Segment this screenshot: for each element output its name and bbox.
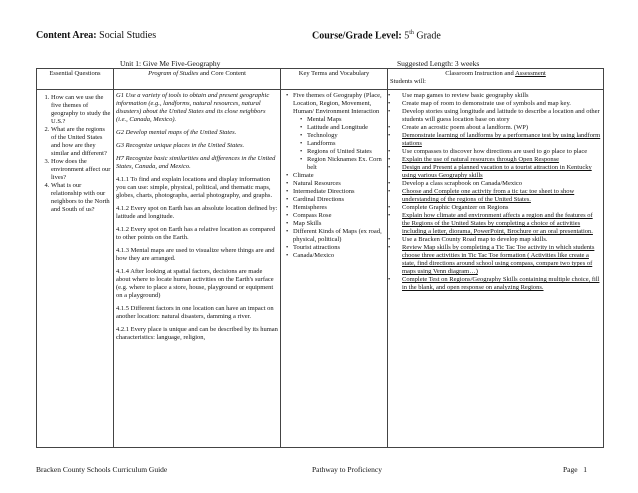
essential-question: 3. How does the environment affect our lives? [51,158,111,182]
grade-superscript: th [409,30,414,36]
classroom-item-text: Complete Graphic Organizer on Regions [402,204,509,211]
classroom-item-text: Demonstrate learning of landforms by a performance test by using landform stations [402,132,601,147]
classroom-item-text: Choose and Complete one activity from a tic tac toe sheet to show understanding of the regions of the United States. [402,188,575,203]
unit-title: Unit 1: Give Me Five-Geography [120,59,221,68]
program-item: 4.2.1 Every place is unique and can be described by its human characteristics: language, religion, [116,326,278,341]
page-label: Page [563,465,578,474]
classroom-item [390,180,601,188]
footer-left: Bracken County Schools Curriculum Guide [36,465,168,474]
classroom-item-text: Develop a class scrapbook on Canada/Mexico [402,180,523,187]
key-term: • Five themes of Geography (Place, Location, Region, Movement, Human/ Environment Interaction [293,92,385,116]
key-term-sub: • Region Nicknames Ex. Corn belt [307,156,385,172]
key-term: • Compass Rose [293,212,385,220]
classroom-item-text: Use map games to review basic geography skills [402,92,529,99]
classroom-item-text: Design and Present a planned vacation to a tourist attraction in Kentucky using various Geography skills [402,164,592,179]
program-item: 4.1.2 Every spot on Earth has an absolute location defined by: latitude and longitude. [116,205,278,220]
classroom-item [390,164,601,180]
classroom-item [390,108,601,124]
classroom-item [390,276,601,292]
course-grade-label: Course/Grade Level: [312,30,402,42]
key-terms-list [283,92,385,260]
key-term-sub: • Mental Maps [307,116,385,124]
program-item: 4.1.2 Every spot on Earth has a relative location as compared to other points on the Earth. [116,226,276,241]
key-term: • Cardinal Directions [293,196,385,204]
classroom-item-text: Explain the use of natural resources through Open Response [402,156,560,163]
classroom-item-text: Create an acrostic poem about a landform. (WP) [402,124,528,131]
essential-question: 4. What is our relationship with our neighbors to the North and South of us? [51,182,111,214]
course-grade-level [312,30,441,41]
key-term: • Climate [293,172,385,180]
classroom-item [390,132,601,148]
classroom-item [390,188,601,204]
program-item: H7 Recognize basic similarities and differences in the United States, Canada, and Mexico. [116,155,276,170]
key-term-sub: • Landforms [307,140,385,148]
key-term-sublist [293,116,385,172]
key-term: • Canada/Mexico [293,252,385,260]
classroom-item [390,204,601,212]
key-term: • Different Kinds of Maps (ex road, physical, political) [293,228,385,244]
classroom-item-text: Review Map skills by completing a Tic Tac Toe activity in which students choose three activities in Tic Tac Toe formation ( Activities like create a state, find directions around school using compass, compare two types of maps using Venn diagram…) [402,244,595,275]
grade-number: 5 [404,30,410,42]
classroom-item [390,236,601,244]
key-term: • Natural Resources [293,180,385,188]
classroom-item-text: Create map of room to demonstrate use of symbols and map key. [402,100,571,107]
col-header-program [114,69,281,90]
program-item: 4.1.1 To find and explain locations and display information you can use: simple, physical, political, and thematic maps, globes, charts, photographs, aerial photography, and graphs. [116,176,273,199]
classroom-item-text: Use compasses to discover how directions are used to go place to place [402,148,588,155]
classroom-item [390,100,601,108]
key-term-subgroup [293,116,385,172]
classroom-item-text: Develop stories using longitude and latitude to describe a location and other students will guess location base on story [402,108,600,123]
program-item: 4.1.4 After looking at spatial factors, decisions are made about where to locate human activities on the Earth's surface (e.g. where to place a store, house, playground or equipment on a playground) [116,268,274,299]
col-header-classroom [388,69,604,90]
col-header-key-terms: Key Terms and Vocabulary [281,69,388,90]
key-term-sub: • Latitude and Longitude [307,124,385,132]
suggested-length: Suggested Length: 3 weeks [397,59,480,68]
footer-center: Pathway to Proficiency [312,465,382,474]
classroom-item [390,156,601,164]
footer-page [563,465,587,474]
program-item: G1 Use a variety of tools to obtain and present geographic information (e.g., landforms, natural resources, natural disasters) about the United States and its close neighbors (i.e., Canada, Mexico). [116,92,270,123]
key-term: • Tourist attractions [293,244,385,252]
program-item: G2 Develop mental maps of the United States. [116,129,237,136]
classroom-item-text: Use a Bracken County Road map to develop map skills. [402,236,548,243]
grade-word: Grade [416,30,441,42]
classroom-cell [388,90,604,448]
classroom-item [390,148,601,156]
key-term: • Hemispheres [293,204,385,212]
classroom-label: Classroom Instruction and [445,70,516,77]
essential-question: 2. What are the regions of the United States and how are they similar and different? [51,126,111,158]
assessment-label: Assessment [515,70,546,77]
classroom-item [390,124,601,132]
curriculum-table [36,68,604,448]
content-area-label: Content Area: [36,30,97,41]
classroom-item-text: Complete Test on Regions/Geography Skills containing multiple choice, fill in the blank, and open response on analyzing Regions. [402,276,600,291]
key-term-sub: • Regions of United States [307,148,385,156]
key-term-sub: • Technology [307,132,385,140]
key-term: • Map Skills [293,220,385,228]
table-body-row [37,90,604,448]
key-terms-cell [281,90,388,448]
students-will-label: Students will: [390,78,426,85]
classroom-list [390,92,601,292]
col-header-essential: Essential Questions [37,69,114,90]
program-cell [114,90,281,448]
classroom-item-text: Explain how climate and environment affects a region and the features of the Regions of the United States by completing a choice of activities including a letter, diorama, PowerPoint, Brochure or an oral presentation. [402,212,593,235]
content-area [36,30,156,41]
program-item: 4.1.3 Mental maps are used to visualize where things are and how they are arranged. [116,247,275,262]
essential-question: 1. How can we use the five themes of geography to study the U.S.? [51,94,111,126]
program-of-studies-label: Program of Studies [148,70,199,77]
essential-questions-list [39,94,111,214]
program-item: G3 Recognize unique places in the United States. [116,142,245,149]
table-header-row [37,69,604,90]
classroom-item [390,212,601,236]
core-content-label: and Core Content [198,70,246,77]
content-area-value: Social Studies [99,30,157,41]
classroom-item [390,244,601,276]
program-item: 4.1.5 Different factors in one location can have an impact on another location: natural disasters, damming a river. [116,305,274,320]
key-term: • Intermediate Directions [293,188,385,196]
page-number: 1 [583,465,587,474]
essential-questions-cell [37,90,114,448]
classroom-item [390,92,601,100]
